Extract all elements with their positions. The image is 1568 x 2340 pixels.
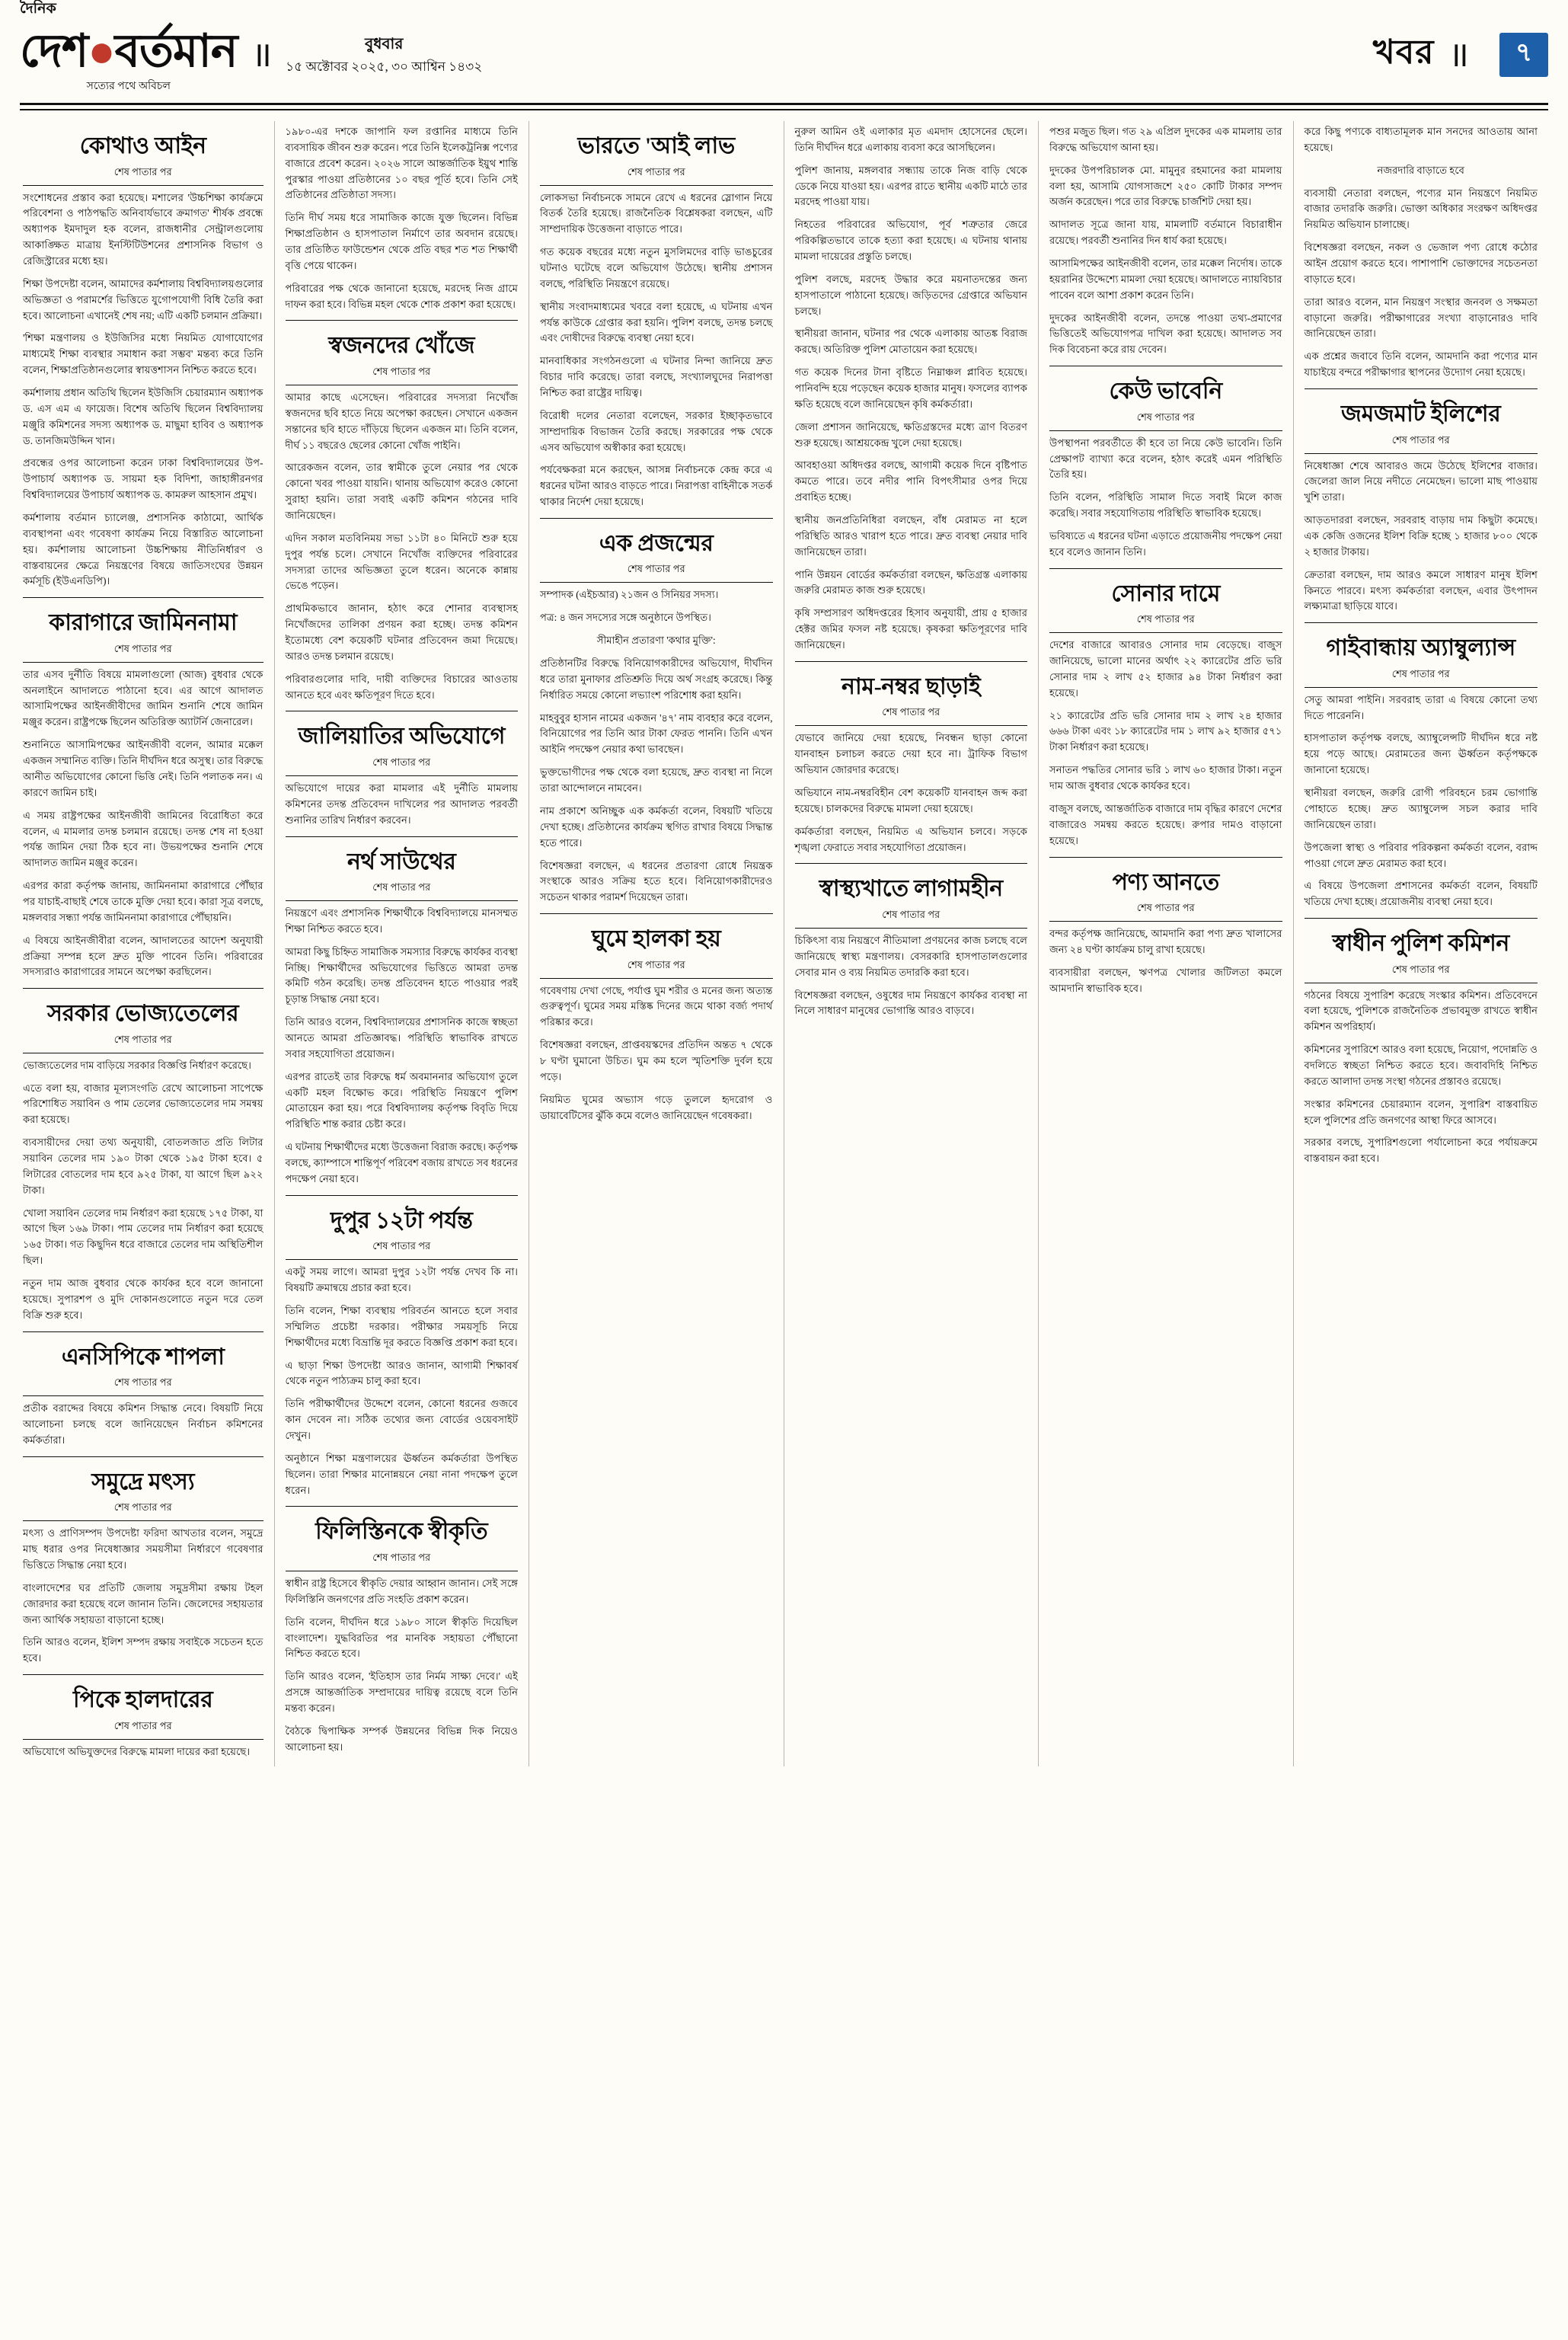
article-paragraph: বিশেষজ্ঞরা বলছেন, এ ধরনের প্রতারণা রোধে নিয়ন্ত্রক সংস্থাকে আরও সক্রিয় হতে হবে। বিনিয়োগকারীদেরও সচেতন থাকার পরামর্শ দিয়েছেন তারা। [540, 859, 773, 903]
article-paragraph: বাংলাদেশের ঘর প্রতিটি জেলায় সমুদ্রসীমা রক্ষায় টহল জোরদার করা হয়েছে বলে জানান তিনি। জেলেদের সহায়তার জন্য আর্থিক সহায়তা বাড়ানো হচ্ছে। [23, 1581, 263, 1626]
article-kicker: শেষ পাতার পর [23, 1033, 263, 1053]
article-paragraph: বাজুস বলছে, আন্তর্জাতিক বাজারে দাম বৃদ্ধির কারণে দেশের বাজারেও সমন্বয় করতে হয়েছে। রুপার দামও বাড়ানো হয়েছে। [1049, 802, 1282, 846]
article-divider [1305, 918, 1538, 919]
article-paragraph: একটু সময় লাগে। আমরা দুপুর ১২টা পর্যন্ত দেখব কি না। বিষয়টি ক্রমান্বয়ে প্রচার করা হবে। [285, 1266, 518, 1294]
article-paragraph: সরকার বলছে, সুপারিশগুলো পর্যালোচনা করে পর্যায়ক্রমে বাস্তবায়ন করা হবে। [1304, 1136, 1538, 1165]
article-paragraph: আসামিপক্ষের আইনজীবী বলেন, তার মক্কেল নির্দোষ। তাকে হয়রানির উদ্দেশ্যে মামলা দেয়া হয়েছে। আদালতে ন্যায়বিচার পাবেন বলে আশা প্রকাশ করেন তিনি। [1049, 257, 1282, 301]
article-paragraph: করে কিছু পণ্যকে বাধ্যতামূলক মান সনদের আওতায় আনা হয়েছে। [1304, 126, 1538, 153]
article-kicker: শেষ পাতার পর [286, 1551, 519, 1571]
article-paragraph: প্রতিষ্ঠানটির বিরুদ্ধে বিনিয়োগকারীদের অভিযোগ, দীর্ঘদিন ধরে তারা মুনাফার প্রতিশ্রুতি দিয়ে অর্থ সংগ্রহ করেছে। কিন্তু নির্ধারিত সময়ে কোনো লভ্যাংশ পরিশোধ করা হয়নি। [540, 657, 773, 701]
masthead-date [286, 32, 482, 77]
article-kicker: শেষ পাতার পর [540, 562, 773, 583]
article [795, 673, 1028, 856]
article-divider [23, 1674, 263, 1675]
article-paragraph: এ ছাড়া শিক্ষা উপদেষ্টা আরও জানান, আগামী শিক্ষাবর্ষ থেকে নতুন পাঠ্যক্রম চালু করা হবে। [285, 1359, 518, 1387]
article [23, 1468, 263, 1667]
article-divider [1049, 568, 1282, 569]
article-headline: সরকার ভোজ্যতেলের [47, 1001, 239, 1027]
article-paragraph: এরপর রাতেই তার বিরুদ্ধে ধর্ম অবমাননার অভিযোগ তুলে একটি মহল বিক্ষোভ করে। পরিস্থিতি নিয়ন্ত্রণে পুলিশ মোতায়েন করা হয়। পরে বিশ্ববিদ্যালয় কর্তৃপক্ষ বিবৃতি দিয়ে পরিস্থিতি শান্ত করার চেষ্টা করে। [285, 1070, 518, 1130]
article [286, 722, 519, 828]
article-paragraph: লোকসভা নির্বাচনকে সামনে রেখে এ ধরনের স্লোগান নিয়ে বিতর্ক তৈরি হয়েছে। রাজনৈতিক বিশ্লেষকরা বলছেন, এটি সাম্প্রদায়িক উত্তেজনা বাড়াতে পারে। [540, 191, 773, 235]
article-paragraph: শিক্ষা উপদেষ্টা বলেন, আমাদের কর্মশালায় বিশ্ববিদ্যালয়গুলোর অভিজ্ঞতা ও পরামর্শের ভিত্তিতে যুগোপযোগী বিধি তৈরি করা হবে। আলোচনা এখানেই শেষ নয়; এটি একটি চলমান প্রক্রিয়া। [23, 277, 263, 321]
article-paragraph: সংশোধনের প্রস্তাব করা হয়েছে। মশালের 'উচ্চশিক্ষা কার্যক্রমে পরিবেশনা ও পাঠপদ্ধতি অনিবার্যভাবে ক্রমাগত' শীর্ষক প্রবন্ধে অধ্যাপক ইমদাদুল হক বলেন, রাজধানীর সেন্ট্রালগুলোয় আকাঙ্ক্ষিত মাত্রায় ইনস্টিটিউশনের প্রশাসনিক বিভাগ ও রেজিস্ট্রারের মধ্যে হয়। [23, 191, 263, 267]
column-1 [20, 121, 275, 1766]
article-paragraph: ব্যবসায়ীদের দেয়া তথ্য অনুযায়ী, বোতলজাত প্রতি লিটার সয়াবিন তেলের দাম ১৯০ টাকা থেকে ১৯৫ টাকা হবে। ৫ লিটারের বোতলের দাম হবে ৯২৫ টাকা, যা আগে ছিল ৯২২ টাকা। [23, 1136, 263, 1196]
article-paragraph: তার এসব দুর্নীতি বিষয়ে মামলাগুলো (আজ) বুধবার থেকে অনলাইনে আদালতে পাঠানো হবে। এর আগে আদালত আসামিপক্ষের আইনজীবীদের জামিন শুনানি শেষে জামিন মঞ্জুর করেন। রাষ্ট্রপক্ষে ছিলেন অতিরিক্ত অ্যাটর্নি জেনারেল। [23, 668, 263, 728]
article-kicker: শেষ পাতার পর [286, 1239, 519, 1260]
article [23, 132, 263, 590]
article-paragraph: চিকিৎসা ব্যয় নিয়ন্ত্রণে নীতিমালা প্রণয়নের কাজ চলছে বলে জানিয়েছে স্বাস্থ্য মন্ত্রণালয়। বেসরকারি হাসপাতালগুলোর সেবার মান ও ব্যয় নিয়মিত তদারকি করা হবে। [794, 934, 1027, 978]
article [1049, 121, 1282, 358]
article-kicker: শেষ পাতার পর [1049, 612, 1282, 633]
article-headline: কেউ ভাবেনি [1109, 379, 1223, 404]
article [23, 609, 263, 980]
article [286, 1207, 519, 1499]
paper-title-part1: দেশ [20, 26, 88, 76]
article [286, 1517, 519, 1755]
article [795, 365, 1028, 654]
article-paragraph: কর্মশালায় প্রধান অতিথি ছিলেন ইউজিসি চেয়ারম্যান অধ্যাপক ড. এস এম এ ফায়েজ। বিশেষ অতিথি ছিলেন বিশ্ববিদ্যালয় মঞ্জুরি কমিশনের সদস্য অধ্যাপক ড. মাছুমা হাবিব ও অধ্যাপক ড. তানজিমউদ্দিন খান। [23, 386, 263, 446]
article-paragraph: তিনি বলেন, শিক্ষা ব্যবস্থায় পরিবর্তন আনতে হলে সবার সম্মিলিত প্রচেষ্টা দরকার। পরীক্ষার সময়সূচি নিয়ে শিক্ষার্থীদের মধ্যে বিভ্রান্তি দূর করতে বিজ্ঞপ্তি প্রকাশ করা হবে। [285, 1304, 518, 1348]
article-kicker: শেষ পাতার পর [1049, 411, 1282, 431]
article-paragraph: প্রাথমিকভাবে জানান, হঠাৎ করে শোনার ব্যবস্থাসহ নিখোঁজদের তালিকা প্রণয়ন করা হচ্ছে। তদন্ত কমিশন ইতোমধ্যে বেশ কয়েকটি ঘটনার প্রতিবেদন জমা দিয়েছে। আরও তদন্ত চলমান রয়েছে। [285, 603, 518, 662]
article-paragraph: এ বিষয়ে আইনজীবীরা বলেন, আদালতের আদেশ অনুযায়ী প্রক্রিয়া সম্পন্ন হলে দ্রুত মুক্তি পাবেন তিনি। পরিবারের সদস্যরাও কারাগারের সামনে অপেক্ষা করছিলেন। [23, 934, 263, 978]
article-paragraph: আরেকজন বলেন, তার স্বামীকে তুলে নেয়ার পর থেকে কোনো খবর পাওয়া যায়নি। থানায় অভিযোগ করেও কোনো সুরাহা হয়নি। তারা সবাই একটি কমিশন গঠনের দাবি জানিয়েছেন। [285, 462, 518, 521]
article [1049, 868, 1282, 997]
article [1305, 121, 1538, 381]
article-kicker: শেষ পাতার পর [23, 165, 263, 186]
column-2 [275, 121, 530, 1766]
article-paragraph: নিষেধাজ্ঞা শেষে আবারও জমে উঠেছে ইলিশের বাজার। জেলেরা জাল নিয়ে নদীতে নেমেছেন। ভালো মাছ পাওয়ায় খুশি তারা। [1304, 459, 1538, 503]
article-paragraph: সেতু আমরা পাইনি। সরবরাহ তারা এ বিষয়ে কোনো তথ্য দিতে পারেননি। [1304, 693, 1538, 721]
article-paragraph: অভিযোগে অভিযুক্তদের বিরুদ্ধে মামলা দায়ের করা হয়েছে। [23, 1745, 251, 1757]
article-divider [1305, 622, 1538, 623]
article-paragraph: ব্যবসায়ী নেতারা বলছেন, পণ্যের মান নিয়ন্ত্রণে নিয়মিত বাজার তদারকি জরুরি। ভোক্তা অধিকার সংরক্ষণ অধিদপ্তর নিয়মিত অভিযান চালাচ্ছে। [1304, 187, 1538, 231]
article-paragraph: ক্রেতারা বলছেন, দাম আরও কমলে সাধারণ মানুষ ইলিশ কিনতে পারবে। মৎস্য কর্মকর্তারা বলছেন, এবার উৎপাদন লক্ষ্যমাত্রা ছাড়িয়ে যাবে। [1304, 568, 1538, 612]
article-columns [20, 121, 1548, 1766]
article-paragraph: পর্যবেক্ষকরা মনে করছেন, আসন্ন নির্বাচনকে কেন্দ্র করে এ ধরনের ঘটনা আরও বাড়তে পারে। নিরাপত্তা বাহিনীকে সতর্ক থাকার নির্দেশ দেয়া হয়েছে। [540, 464, 773, 508]
article-paragraph: বন্দর কর্তৃপক্ষ জানিয়েছে, আমদানি করা পণ্য দ্রুত খালাসের জন্য ২৪ ঘণ্টা কার্যক্রম চালু রাখা হয়েছে। [1049, 928, 1282, 955]
article-kicker: শেষ পাতার পর [286, 756, 519, 776]
article-paragraph: আড়তদাররা বলছেন, সরবরাহ বাড়ায় দাম কিছুটা কমেছে। এক কেজি ওজনের ইলিশ বিক্রি হচ্ছে ১ হাজার ৮০০ থেকে ২ হাজার টাকায়। [1304, 514, 1538, 558]
article-headline: সমুদ্রে মৎস্য [91, 1469, 195, 1494]
masthead-rule [20, 109, 1548, 110]
article-paragraph: সনাতন পদ্ধতির সোনার ভরি ১ লাখ ৬০ হাজার টাকা। নতুন দাম আজ বুধবার থেকে কার্যকর হবে। [1049, 764, 1282, 792]
article-paragraph: আমরা কিছু চিহ্নিত সামাজিক সমস্যার বিরুদ্ধে কার্যকর ব্যবস্থা নিচ্ছি। শিক্ষার্থীদের অভিযোগের ভিত্তিতে আমরা তদন্ত কমিটি গঠন করেছি। তদন্ত প্রতিবেদন হাতে পাওয়ার পরই চূড়ান্ত সিদ্ধান্ত নেয়া হবে। [285, 945, 518, 1005]
article-paragraph: তিনি আরও বলেন, ইলিশ সম্পদ রক্ষায় সবাইকে সচেতন হতে হবে। [23, 1636, 263, 1664]
article-paragraph: মৎস্য ও প্রাণিসম্পদ উপদেষ্টা ফরিদা আখতার বলেন, সমুদ্রে মাছ ধরার ওপর নিষেধাজ্ঞার সময়সীমা নির্ধারণে গবেষণার ভিত্তিতে সিদ্ধান্ত নেয়া হবে। [23, 1527, 263, 1571]
article-paragraph: পত্র: ৪ জন সদস্যের সঙ্গে অনুষ্ঠানে উপস্থিত। [540, 612, 712, 624]
article-paragraph: অনুষ্ঠানে শিক্ষা মন্ত্রণালয়ের ঊর্ধ্বতন কর্মকর্তারা উপস্থিত ছিলেন। তারা শিক্ষার মানোন্নয়নে নেয়া নানা পদক্ষেপ তুলে ধরেন। [285, 1452, 518, 1496]
article-headline: ঘুমে হালকা হয় [592, 926, 721, 952]
article-headline: কারাগারে জামিননামা [49, 610, 238, 636]
article-paragraph: শুনানিতে আসামিপক্ষের আইনজীবী বলেন, আমার মক্কেল একজন সম্মানিত ব্যক্তি। তিনি দীর্ঘদিন ধরে অসুস্থ। তার বিরুদ্ধে আনীত অভিযোগের কোনো ভিত্তি নেই। তিনি পলাতক নন। এ কারণে জামিন চাই। [23, 739, 263, 798]
article-divider [286, 1195, 519, 1196]
article-headline: পিকে হালদারের [73, 1687, 213, 1713]
article-paragraph: তিনি পরীক্ষার্থীদের উদ্দেশে বলেন, কোনো ধরনের গুজবে কান দেবেন না। সঠিক তথ্যের জন্য বোর্ডের ওয়েবসাইট দেখুন। [285, 1398, 518, 1441]
article-kicker: শেষ পাতার পর [1305, 963, 1538, 983]
article-paragraph: বৈঠকে দ্বিপাক্ষিক সম্পর্ক উন্নয়নের বিভিন্ন দিক নিয়েও আলোচনা হয়। [285, 1725, 518, 1753]
article-paragraph: সংস্কার কমিশনের চেয়ারম্যান বলেন, সুপারিশ বাস্তবায়িত হলে পুলিশের প্রতি জনগণের আস্থা ফিরে আসবে। [1304, 1098, 1538, 1126]
article-paragraph: ব্যবসায়ীরা বলছেন, ঋণপত্র খোলার জটিলতা কমলে আমদানি স্বাভাবিক হবে। [1049, 966, 1282, 994]
article-paragraph: নাম প্রকাশে অনিচ্ছুক এক কর্মকর্তা বলেন, বিষয়টি খতিয়ে দেখা হচ্ছে। প্রতিষ্ঠানের কার্যক্রম স্থগিত রাখার বিষয়ে সিদ্ধান্ত হতে পারে। [540, 804, 773, 849]
article-paragraph: পানি উন্নয়ন বোর্ডের কর্মকর্তারা বলছেন, ক্ষতিগ্রস্ত এলাকায় জরুরি মেরামত কাজ শুরু হয়েছে। [794, 568, 1027, 596]
masthead-logo-text [20, 1, 238, 95]
article-paragraph: গত কয়েক বছরের মধ্যে নতুন মুসলিমদের বাড়ি ভাঙচুরের ঘটনাও ঘটেছে বলে অভিযোগ উঠেছে। স্থানীয় প্রশাসন বলছে, পরিস্থিতি নিয়ন্ত্রণে রয়েছে। [540, 246, 773, 289]
article-paragraph: দুদকের উপপরিচালক মো. মামুনুর রহমানের করা মামলায় বলা হয়, আসামি যোগসাজশে ২৫০ কোটি টাকার সম্পদ অর্জন করেছেন। পরে তার বিরুদ্ধে চার্জশিট দেয়া হয়। [1049, 164, 1282, 208]
article-divider [1305, 388, 1538, 389]
masthead-divider-right: ॥ [1448, 34, 1469, 74]
logo-dot-icon: ● [88, 26, 115, 76]
article-divider [286, 836, 519, 837]
article-kicker: শেষ পাতার পর [23, 1376, 263, 1396]
article-headline: এনসিপিকে শাপলা [61, 1344, 225, 1370]
article-headline: সোনার দামে [1111, 580, 1221, 606]
article-paragraph: কর্মকর্তারা বলছেন, নিয়মিত এ অভিযান চলবে। সড়কে শৃঙ্খলা ফেরাতে সবার সহযোগিতা প্রয়োজন। [794, 825, 1027, 853]
article-paragraph: তারা আরও বলেন, মান নিয়ন্ত্রণ সংস্থার জনবল ও সক্ষমতা বাড়ানো জরুরি। পরীক্ষাগারের সংখ্যা বাড়ানোরও দাবি জানিয়েছেন তারা। [1304, 296, 1538, 340]
article-paragraph: উপজেলা স্বাস্থ্য ও পরিবার পরিকল্পনা কর্মকর্তা বলেন, বরাদ্দ পাওয়া গেলে দ্রুত মেরামত করা হবে। [1304, 841, 1538, 869]
article-paragraph: কৃষি সম্প্রসারণ অধিদপ্তরের হিসাব অনুযায়ী, প্রায় ৫ হাজার হেক্টর জমির ফসল নষ্ট হয়েছে। কৃষকরা ক্ষতিপূরণের দাবি জানিয়েছেন। [794, 607, 1027, 651]
article [795, 121, 1028, 358]
article-divider [23, 597, 263, 598]
article-kicker: শেষ পাতার পর [1049, 901, 1282, 922]
article [1305, 634, 1538, 910]
article-paragraph: স্বাধীন রাষ্ট্র হিসেবে স্বীকৃতি দেয়ার আহ্বান জানান। সেই সঙ্গে ফিলিস্তিনি জনগণের প্রতি সংহতি প্রকাশ করেন। [285, 1577, 518, 1605]
article-paragraph: দেশের বাজারে আবারও সোনার দাম বেড়েছে। বাজুস জানিয়েছে, ভালো মানের অর্থাৎ ২২ ক্যারেটের প্রতি ভরি সোনার দাম ২ লাখ ৫২ হাজার ৯৪ টাকা নির্ধারণ করা হয়েছে। [1049, 639, 1282, 698]
article-paragraph: পুলিশ জানায়, মঙ্গলবার সন্ধ্যায় তাকে নিজ বাড়ি থেকে ডেকে নিয়ে যাওয়া হয়। এরপর রাতে স্থানীয় একটি মাঠে তার মরদেহ পাওয়া যায়। [794, 164, 1027, 208]
article-kicker: শেষ পাতার পর [540, 165, 773, 186]
article-paragraph: ভোজ্যতেলের দাম বাড়িয়ে সরকার বিজ্ঞপ্তি নির্ধারণ করেছে। [23, 1059, 251, 1071]
article-headline: ভারতে 'আই লাভ [577, 133, 735, 158]
column-5 [1039, 121, 1294, 1766]
article-paragraph: পরিবারের পক্ষ থেকে জানানো হয়েছে, মরদেহ নিজ গ্রামে দাফন করা হবে। বিভিন্ন মহল থেকে শোক প্রকাশ করা হয়েছে। [285, 282, 518, 310]
article-headline: স্বাস্থ্যখাতে লাগামহীন [819, 876, 1003, 902]
article-paragraph: অভিযানে নাম-নম্বরবিহীন বেশ কয়েকটি যানবাহন জব্দ করা হয়েছে। চালকদের বিরুদ্ধে মামলা দেয়া হয়েছে। [794, 787, 1027, 814]
article-subhead: সীমাহীন প্রতারণা 'কথার মুক্তি': [596, 635, 716, 647]
article [540, 925, 773, 1124]
article-paragraph: গঠনের বিষয়ে সুপারিশ করেছে সংস্কার কমিশন। প্রতিবেদনে বলা হয়েছে, পুলিশকে রাজনৈতিক প্রভাবমুক্ত রাখতে স্বাধীন কমিশন অপরিহার্য। [1304, 989, 1538, 1033]
article-paragraph: আদালত সূত্রে জানা যায়, মামলাটি বর্তমানে বিচারাধীন রয়েছে। পরবর্তী শুনানির দিন ধার্য করা হয়েছে। [1049, 219, 1282, 247]
article-paragraph: ২১ ক্যারেটের প্রতি ভরি সোনার দাম ২ লাখ ২৪ হাজার ৬৬৬ টাকা এবং ১৮ ক্যারেটের দাম ১ লাখ ৯২ হাজার ৫৭১ টাকা নির্ধারণ করা হয়েছে। [1049, 709, 1282, 753]
article [795, 874, 1028, 1019]
article-paragraph: নিয়ন্ত্রণে এবং প্রশাসনিক শিক্ষার্থীকে বিশ্ববিদ্যালয়ে মানসম্মত শিক্ষা নিশ্চিত করতে হবে। [285, 907, 518, 935]
article-paragraph: মাহবুবুর হাসান নামের একজন '৪৭' নাম ব্যবহার করে বলেন, বিনিয়োগের পর তিনি আর টাকা ফেরত পাননি। তিনি এখন আইনি পদক্ষেপ নেয়ার কথা ভাবছেন। [540, 711, 773, 756]
section-title: খবর [1372, 34, 1435, 71]
article-kicker: শেষ পাতার পর [23, 1719, 263, 1740]
paper-title-part2: বর্তমান [114, 26, 238, 76]
article-divider [286, 1506, 519, 1507]
article-paragraph: গবেষণায় দেখা গেছে, পর্যাপ্ত ঘুম শরীর ও মনের জন্য অত্যন্ত গুরুত্বপূর্ণ। ঘুমের সময় মস্তিষ্ক দিনের জমে থাকা বর্জ্য পদার্থ পরিষ্কার করে। [540, 984, 773, 1028]
article-paragraph: প্রতীক বরাদ্দের বিষয়ে কমিশন সিদ্ধান্ত নেবে। বিষয়টি নিয়ে আলোচনা চলছে বলে জানিয়েছেন নির্বাচন কমিশনের কর্মকর্তারা। [23, 1402, 263, 1446]
page-number-badge: ৭ [1499, 33, 1548, 77]
article-paragraph: খোলা সয়াবিন তেলের দাম নির্ধারণ করা হয়েছে ১৭৫ টাকা, যা আগে ছিল ১৬৯ টাকা। পাম তেলের দাম নির্ধারণ করা হয়েছে ১৬৫ টাকা। গত কিছুদিন ধরে বাজারে তেলের দাম অস্থিতিশীল ছিল। [23, 1207, 263, 1267]
article-paragraph: 'শিক্ষা মন্ত্রণালয় ও ইউজিসির মধ্যে নিয়মিত যোগাযোগের মাধ্যমেই শিক্ষা ব্যবস্থার সমাধান করা সম্ভব' মন্তব্য করে তিনি বলেন, শিক্ষাপ্রতিষ্ঠানগুলোর স্বায়ত্তশাসন নিশ্চিত করতে হবে। [23, 332, 263, 376]
article-paragraph: ভবিষ্যতে এ ধরনের ঘটনা এড়াতে প্রয়োজনীয় পদক্ষেপ নেয়া হবে বলেও জানান তিনি। [1049, 529, 1282, 558]
article-headline: ফিলিস্তিনকে স্বীকৃতি [315, 1519, 488, 1545]
article-divider [540, 913, 773, 914]
article [1049, 580, 1282, 849]
article-paragraph: পুলিশ বলছে, মরদেহ উদ্ধার করে ময়নাতদন্তের জন্য হাসপাতালে পাঠানো হয়েছে। জড়িতদের গ্রেপ্তারে অভিযান চলছে। [794, 273, 1027, 317]
article-headline: দুপুর ১২টা পর্যন্ত [330, 1207, 473, 1233]
article-headline: স্বাধীন পুলিশ কমিশন [1332, 931, 1510, 957]
article-paragraph: তিনি আরও বলেন, বিশ্ববিদ্যালয়ের প্রশাসনিক কাজে স্বচ্ছতা আনতে আমরা প্রতিজ্ঞাবদ্ধ। পরিস্থিতি স্বাভাবিক রাখতে সবার সহযোগিতা প্রয়োজন। [285, 1016, 518, 1060]
article-kicker: শেষ পাতার পর [286, 881, 519, 901]
article-paragraph: যেভাবে জানিয়ে দেয়া হয়েছে, নিবন্ধন ছাড়া কোনো যানবাহন চলাচল করতে দেয়া হবে না। ট্রাফিক বিভাগ অভিযান জোরদার করেছে। [794, 732, 1027, 776]
article [286, 331, 519, 703]
article-paragraph: দুদকের আইনজীবী বলেন, তদন্তে পাওয়া তথ্য-প্রমাণের ভিত্তিতেই অভিযোগপত্র দাখিল করা হয়েছে। আদালত সব দিক বিবেচনা করে রায় দেবেন। [1049, 312, 1282, 356]
paper-tagline: সত্যের পথে অবিচল [86, 81, 171, 92]
article-kicker: শেষ পাতার পর [1305, 667, 1538, 688]
article-paragraph: এ ঘটনায় শিক্ষার্থীদের মধ্যে উত্তেজনা বিরাজ করছে। কর্তৃপক্ষ বলছে, ক্যাম্পাসে শান্তিপূর্ণ পরিবেশ বজায় রাখতে সব ধরনের পদক্ষেপ নেয়া হবে। [285, 1141, 518, 1184]
article-paragraph: ১৯৮০-এর দশকে জাপানি ফল রপ্তানির মাধ্যমে তিনি ব্যবসায়িক জীবন শুরু করেন। পরে তিনি ইলেকট্রনিক্স পণ্যের বাজারে প্রবেশ করেন। ২০২৬ সালে আন্তর্জাতিক ইয়ুথ শান্তি পুরস্কার পাওয়া প্রতিষ্ঠানের ১০ বছর পূর্তি হবে। তিনি সেই প্রতিষ্ঠানের প্রতিষ্ঠাতা সদস্য। [285, 126, 518, 201]
article-paragraph: অভিযোগে দায়ের করা মামলার এই দুর্নীতি মামলায় কমিশনের তদন্ত প্রতিবেদন দাখিলের পর আদালত পরবর্তী শুনানির তারিখ নির্ধারণ করবেন। [285, 782, 518, 826]
article-divider [23, 988, 263, 989]
article [23, 1686, 263, 1760]
article-paragraph: বিশেষজ্ঞরা বলছেন, নকল ও ভেজাল পণ্য রোধে কঠোর আইন প্রয়োগ করতে হবে। পাশাপাশি ভোক্তাদের সচেতনতা বাড়াতে হবে। [1304, 241, 1538, 285]
article-headline: জমজমাট ইলিশের [1341, 401, 1501, 427]
article-divider [795, 863, 1028, 864]
article-divider [795, 661, 1028, 662]
article [23, 1343, 263, 1449]
article-headline: পণ্য আনতে [1112, 869, 1219, 895]
masthead-divider-left: ॥ [251, 34, 273, 74]
article-headline: গাইবান্ধায় অ্যাম্বুল্যান্স [1326, 635, 1515, 661]
article-divider [23, 1456, 263, 1457]
article-headline: নর্থ সাউথের [346, 849, 456, 874]
article-paragraph: বিরোধী দলের নেতারা বলেছেন, সরকার ইচ্ছাকৃতভাবে সাম্প্রদায়িক বিভাজন তৈরি করছে। সরকারের পক্ষ থেকে এসব অভিযোগ অস্বীকার করা হয়েছে। [540, 409, 773, 453]
article-paragraph: বিশেষজ্ঞরা বলছেন, ওষুধের দাম নিয়ন্ত্রণে কার্যকর ব্যবস্থা না নিলে সাধারণ মানুষের ভোগান্তি আরও বাড়বে। [794, 989, 1027, 1017]
article-kicker: শেষ পাতার পর [286, 365, 519, 385]
article-paragraph: ভুক্তভোগীদের পক্ষ থেকে বলা হয়েছে, দ্রুত ব্যবস্থা না নিলে তারা আন্দোলনে নামবেন। [540, 766, 773, 794]
article-paragraph: এ সময় রাষ্ট্রপক্ষের আইনজীবী জামিনের বিরোধিতা করে বলেন, এ মামলার তদন্ত চলমান রয়েছে। তদন্ত শেষ না হওয়া পর্যন্ত জামিন দেয়া ঠিক হবে না। উভয়পক্ষের শুনানি শেষে আদালত জামিন মঞ্জুর করেন। [23, 809, 263, 869]
article-headline: কোথাও আইন [79, 133, 206, 158]
article-paragraph: জেলা প্রশাসন জানিয়েছে, ক্ষতিগ্রস্তদের মধ্যে ত্রাণ বিতরণ শুরু হয়েছে। আশ্রয়কেন্দ্র খুলে দেয়া হয়েছে। [794, 420, 1027, 449]
column-4 [784, 121, 1039, 1766]
article-divider [540, 518, 773, 519]
article-divider [286, 320, 519, 321]
article-paragraph: তিনি বলেন, দীর্ঘদিন ধরে ১৯৮০ সালে স্বীকৃতি দিয়েছিল বাংলাদেশ। যুদ্ধবিরতির পর মানবিক সহায়তা পৌঁছানো নিশ্চিত করতে হবে। [285, 1616, 518, 1660]
article-paragraph: নতুন দাম আজ বুধবার থেকে কার্যকর হবে বলে জানানো হয়েছে। সুপারশপ ও মুদি দোকানগুলোতে নতুন দরে তেল বিক্রি শুরু হবে। [23, 1277, 263, 1321]
article-paragraph: কমিশনের সুপারিশে আরও বলা হয়েছে, নিয়োগ, পদোন্নতি ও বদলিতে স্বচ্ছতা নিশ্চিত করতে হবে। জবাবদিহি নিশ্চিত করতে আলাদা তদন্ত সংস্থা গঠনের প্রস্তাবও রয়েছে। [1304, 1044, 1538, 1087]
article-paragraph: তিনি দীর্ঘ সময় ধরে সামাজিক কাজে যুক্ত ছিলেন। বিভিন্ন শিক্ষাপ্রতিষ্ঠান ও হাসপাতাল নির্মাণে তার অবদান রয়েছে। তার প্রতিষ্ঠিত ফাউন্ডেশন থেকে প্রতি বছর শত শত শিক্ষার্থী বৃত্তি পেয়ে থাকেন। [285, 212, 518, 271]
article-paragraph: স্থানীয় জনপ্রতিনিধিরা বলছেন, বাঁধ মেরামত না হলে পরিস্থিতি আরও খারাপ হতে পারে। দ্রুত ব্যবস্থা নেয়ার দাবি জানিয়েছেন তারা। [794, 514, 1027, 558]
article-paragraph: গত কয়েক দিনের টানা বৃষ্টিতে নিম্নাঞ্চল প্লাবিত হয়েছে। পানিবন্দি হয়ে পড়েছেন কয়েক হাজার মানুষ। ফসলের ব্যাপক ক্ষতি হয়েছে বলে জানিয়েছেন কৃষি কর্মকর্তারা। [794, 366, 1027, 410]
article [540, 529, 773, 906]
article-paragraph: এতে বলা হয়, বাজার মূল্যসংগতি রেখে আলোচনা সাপেক্ষে পরিশোধিত সয়াবিন ও পাম তেলের ভোজ্যতেলের দাম সমন্বয় করা হয়েছে। [23, 1082, 263, 1126]
article [1305, 929, 1538, 1167]
column-3 [529, 121, 784, 1766]
article-headline: স্বজনদের খোঁজে [328, 333, 475, 359]
article-paragraph: নুরুল আমিন ওই এলাকার মৃত এমদাদ হোসেনের ছেলে। তিনি দীর্ঘদিন ধরে এলাকায় ব্যবসা করে আসছিলেন। [794, 126, 1027, 153]
article-paragraph: পরিবারগুলোর দাবি, দায়ী ব্যক্তিদের বিচারের আওতায় আনতে হবে এবং ক্ষতিপূরণ দিতে হবে। [285, 673, 518, 701]
article-paragraph: স্থানীয়রা জানান, ঘটনার পর থেকে এলাকায় আতঙ্ক বিরাজ করছে। অতিরিক্ত পুলিশ মোতায়েন করা হয়েছে। [794, 328, 1027, 356]
article-paragraph: সম্পাদক (এইচআর) ২১জন ও সিনিয়র সদস্য। [540, 589, 719, 601]
article [286, 848, 519, 1188]
article-subhead: নজরদারি বাড়াতে হবে [1377, 164, 1464, 176]
daily-label: দৈনিক [20, 1, 56, 17]
article-paragraph: স্থানীয়রা বলছেন, জরুরি রোগী পরিবহনে চরম ভোগান্তি পোহাতে হচ্ছে। দ্রুত অ্যাম্বুলেন্স সচল করার দাবি জানিয়েছেন তারা। [1304, 787, 1538, 830]
article-kicker: শেষ পাতার পর [23, 1501, 263, 1521]
article-paragraph: প্রবন্ধের ওপর আলোচনা করেন ঢাকা বিশ্ববিদ্যালয়ের উপ-উপাচার্য অধ্যাপক ড. সায়মা হক বিদিশা, জাহাঙ্গীরনগর বিশ্ববিদ্যালয়ের উপাচার্য অধ্যাপক ড. কামরুল আহসান প্রমুখ। [23, 457, 263, 501]
article-paragraph: স্থানীয় সংবাদমাধ্যমের খবরে বলা হয়েছে, এ ঘটনায় এখন পর্যন্ত কাউকে গ্রেপ্তার করা হয়নি। পুলিশ বলছে, তদন্ত চলছে এবং দোষীদের বিরুদ্ধে ব্যবস্থা নেয়া হবে। [540, 300, 773, 344]
article-kicker: শেষ পাতার পর [795, 705, 1028, 726]
article-paragraph: এরপর কারা কর্তৃপক্ষ জানায়, জামিননামা কারাগারে পৌঁছার পর যাচাই-বাছাই শেষে তাকে মুক্তি দেয়া হবে। কারা সূত্র বলছে, মঙ্গলবার সন্ধ্যা পর্যন্ত জামিননামা কারাগারে পৌঁছায়নি। [23, 880, 263, 923]
article-paragraph: এক প্রশ্নের জবাবে তিনি বলেন, আমদানি করা পণ্যের মান যাচাইয়ে বন্দরে পরীক্ষাগার স্থাপনের উদ্যোগ নেয়া হয়েছে। [1304, 350, 1538, 379]
article-divider [1049, 857, 1282, 858]
article-paragraph: তিনি বলেন, পরিস্থিতি সামাল দিতে সবাই মিলে কাজ করেছি। সবার সহযোগিতায় পরিস্থিতি স্বাভাবিক হয়েছে। [1049, 491, 1282, 519]
article-headline: নাম-নম্বর ছাড়াই [841, 673, 981, 699]
article-paragraph: নিহতের পরিবারের অভিযোগ, পূর্ব শত্রুতার জেরে পরিকল্পিতভাবে তাকে হত্যা করা হয়েছে। এ ঘটনায় থানায় মামলা দায়েরের প্রস্তুতি চলছে। [794, 219, 1027, 263]
article-divider [23, 1331, 263, 1332]
article [540, 132, 773, 510]
article-paragraph: উপস্থাপনা পরবর্তীতে কী হবে তা নিয়ে কেউ ভাবেনি। তিনি প্রেক্ষাপট ব্যাখ্যা করে বলেন, হঠাৎ করেই এমন পরিস্থিতি তৈরি হয়। [1049, 436, 1282, 481]
article-paragraph: কর্মশালায় বর্তমান চ্যালেঞ্জ, প্রশাসনিক কাঠামো, আর্থিক ব্যবস্থাপনা এবং গবেষণা কার্যক্রম নিয়ে বিস্তারিত আলোচনা হয়। কর্মশালায় আলোচনা উচ্চশিক্ষায় নীতিনির্ধারণ ও বাস্তবায়নের ক্ষেত্রে নিয়ন্ত্রণের বিষয়ে জাতিসংঘের উন্নয়ন কর্মসূচি (ইউএনডিপি)। [23, 511, 263, 587]
article-kicker: শেষ পাতার পর [540, 958, 773, 979]
article-paragraph: এদিন সকাল মতবিনিময় সভা ১১টা ৪০ মিনিটে শুরু হয়ে দুপুর পর্যন্ত চলে। সেখানে নিখোঁজ ব্যক্তিদের পরিবারের সদস্যরা তাদের অভিজ্ঞতা তুলে ধরেন। অনেকে কান্নায় ভেঙে পড়েন। [285, 532, 518, 592]
article-paragraph: বিশেষজ্ঞরা বলছেন, প্রাপ্তবয়স্কদের প্রতিদিন অন্তত ৭ থেকে ৮ ঘণ্টা ঘুমানো উচিত। ঘুম কম হলে স্মৃতিশক্তি দুর্বল হয়ে পড়ে। [540, 1039, 773, 1082]
paper-title [20, 28, 238, 74]
article-paragraph: মানবাধিকার সংগঠনগুলো এ ঘটনার নিন্দা জানিয়ে দ্রুত বিচার দাবি করেছে। তারা বলছে, সংখ্যালঘুদের নিরাপত্তা নিশ্চিত করা রাষ্ট্রের দায়িত্ব। [540, 355, 773, 398]
article-kicker: শেষ পাতার পর [795, 908, 1028, 929]
article [286, 121, 519, 312]
weekday-label: বুধবার [365, 35, 404, 53]
article [1049, 377, 1282, 561]
article-paragraph: হাসপাতাল কর্তৃপক্ষ বলছে, অ্যাম্বুলেন্সটি দীর্ঘদিন ধরে নষ্ট হয়ে পড়ে আছে। মেরামতের জন্য ঊর্ধ্বতন কর্তৃপক্ষকে জানানো হয়েছে। [1304, 732, 1538, 776]
article-kicker: শেষ পাতার পর [1305, 433, 1538, 454]
masthead [20, 1, 1548, 105]
column-6 [1294, 121, 1549, 1766]
article-paragraph: আমার কাছে এসেছেন। পরিবারের সদস্যরা নিখোঁজ স্বজনদের ছবি হাতে নিয়ে অপেক্ষা করছেন। সেখানে একজন সন্তানের ছবি হাতে দাঁড়িয়ে ছিলেন একজন মা। তিনি বলেন, দীর্ঘ ১১ বছরেও ছেলের কোনো খোঁজ পাইনি। [285, 391, 518, 451]
article-headline: এক প্রজন্মের [599, 530, 714, 556]
article-paragraph: আবহাওয়া অধিদপ্তর বলছে, আগামী কয়েক দিনে বৃষ্টিপাত কমতে পারে। তবে নদীর পানি বিপৎসীমার ওপর দিয়ে প্রবাহিত হচ্ছে। [794, 459, 1027, 503]
article-paragraph: পশুর মজুত ছিল। গত ২৯ এপ্রিল দুদকের এক মামলায় তার বিরুদ্ধে অভিযোগ আনা হয়। [1049, 126, 1282, 153]
article-paragraph: নিয়মিত ঘুমের অভ্যাস গড়ে তুললে হৃদরোগ ও ডায়াবেটিসের ঝুঁকি কমে বলেও জানিয়েছেন গবেষকরা। [540, 1093, 773, 1121]
article [23, 999, 263, 1323]
masthead-logo [20, 1, 238, 95]
article-paragraph: এ বিষয়ে উপজেলা প্রশাসনের কর্মকর্তা বলেন, বিষয়টি খতিয়ে দেখা হচ্ছে। প্রয়োজনীয় ব্যবস্থা নেয়া হবে। [1304, 880, 1538, 908]
article-kicker: শেষ পাতার পর [23, 642, 263, 663]
article [1305, 400, 1538, 615]
date-label: ১৫ অক্টোবর ২০২৫, ৩০ আশ্বিন ১৪৩২ [286, 59, 483, 74]
article-headline: জালিয়াতির অভিযোগে [298, 724, 506, 750]
article-paragraph: তিনি আরও বলেন, 'ইতিহাস তার নির্মম সাক্ষ্য দেবে।' এই প্রসঙ্গে আন্তর্জাতিক সম্প্রদায়ের দায়িত্ব রয়েছে বলে তিনি মন্তব্য করেন। [285, 1670, 518, 1714]
